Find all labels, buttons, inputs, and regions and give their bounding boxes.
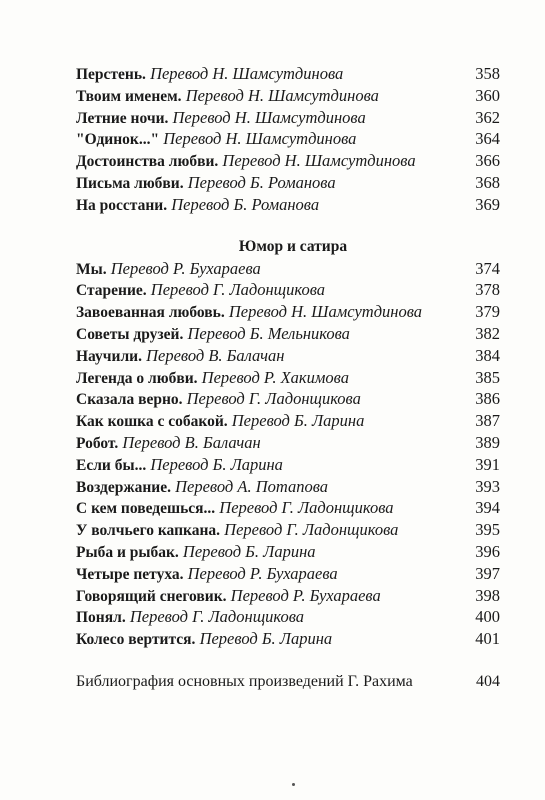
toc-entry-title: У волчьего капкана. [76, 522, 221, 540]
toc-entry [76, 410, 500, 432]
toc-entry [76, 323, 500, 345]
toc-entry-translator: Перевод Н. Шамсутдинова [172, 107, 366, 127]
toc-entry-translator: Перевод Н. Шамсутдинова [185, 85, 379, 105]
toc-entry [76, 150, 500, 172]
toc-entry-translator: Перевод Г. Ладонщикова [129, 607, 305, 627]
toc-entry-translator: Перевод Г. Ладонщикова [186, 389, 361, 409]
toc-entry-page: 366 [475, 151, 500, 171]
toc-entry-page: 360 [475, 85, 500, 105]
toc-entry [76, 454, 500, 476]
toc-entry-title: Письма любви. [76, 174, 184, 192]
toc-entry [76, 563, 500, 585]
toc-entry-translator: Перевод Б. Ларина [231, 411, 365, 431]
toc-entry-translator: Перевод Б. Мельникова [187, 323, 350, 343]
toc-entry-page: 374 [475, 258, 500, 278]
toc-entry-title: Рыба и рыбак. [76, 543, 179, 561]
toc-entry [76, 85, 500, 107]
toc-entry-translator: Перевод Н. Шамсутдинова [163, 129, 357, 149]
toc-entry [76, 301, 500, 323]
toc-entry-page: 395 [475, 520, 500, 540]
toc-section-love [76, 63, 500, 216]
toc-entry-text [76, 563, 338, 586]
toc-entry-page: 393 [475, 476, 500, 496]
toc-entry [76, 388, 500, 410]
toc-entry-page: 382 [475, 323, 500, 343]
toc-entry-text [76, 628, 332, 651]
toc-entry-text [76, 454, 283, 477]
toc-entry [76, 541, 500, 563]
toc-entry-page: 401 [475, 629, 500, 649]
toc-entry-title: Мы. [76, 260, 107, 278]
toc-entry [76, 367, 500, 389]
toc-entry [76, 497, 500, 519]
toc-entry-text [76, 476, 328, 499]
toc-entry [76, 432, 500, 454]
toc-entry-text [76, 345, 284, 368]
toc-entry-page: 379 [475, 302, 500, 322]
toc-entry-translator: Перевод Н. Шамсутдинова [222, 151, 416, 171]
toc-entry-title: Робот. [76, 434, 119, 452]
toc-entry [76, 172, 500, 194]
toc-entry [76, 258, 500, 280]
toc-entry-text [76, 388, 361, 411]
toc-entry-text [76, 258, 261, 281]
toc-entry-page: 386 [475, 389, 500, 409]
toc-entry [76, 345, 500, 367]
toc-entry-translator: Перевод Г. Ладонщикова [219, 498, 394, 518]
toc-entry-translator: Перевод Г. Ладонщикова [224, 520, 399, 540]
toc-entry [76, 585, 500, 607]
toc-entry-translator: Перевод Г. Ладонщикова [150, 280, 326, 300]
toc-entry-text [76, 63, 343, 86]
toc-entry-text [76, 301, 422, 324]
toc-section-humor [76, 258, 500, 650]
toc-entry-text [76, 150, 416, 173]
toc-entry-text [76, 128, 356, 151]
toc-entry [76, 628, 500, 650]
toc-entry-page: 368 [475, 172, 500, 192]
toc-entry-title: С кем поведешься... [76, 500, 216, 518]
toc-entry-page: 364 [475, 129, 500, 149]
toc-entry-title: Понял. [76, 609, 126, 627]
toc-entry-title: Говорящий снеговик. [76, 587, 227, 605]
toc-entry-title: Как кошка с собакой. [76, 413, 228, 431]
toc-entry-text [76, 585, 381, 608]
page-mark [292, 783, 295, 786]
toc-entry-title: Твоим именем. [76, 87, 182, 105]
toc-entry-title: Легенда о любви. [76, 369, 198, 387]
toc-entry-title: Колесо вертится. [76, 631, 196, 649]
toc-entry-translator: Перевод Б. Ларина [199, 629, 333, 649]
toc-entry-page: 391 [475, 454, 500, 474]
toc-entry-translator: Перевод Б. Романова [171, 194, 320, 214]
toc-entry [76, 194, 500, 216]
toc-entry-title: На росстани. [76, 196, 168, 214]
toc-entry-title: Завоеванная любовь. [76, 304, 225, 322]
bibliography-entry [76, 671, 500, 693]
toc-entry [76, 519, 500, 541]
toc-entry-page: 400 [475, 607, 500, 627]
toc-entry-page: 397 [475, 563, 500, 583]
toc-entry-title: Научили. [76, 347, 142, 365]
bibliography-page: 404 [476, 672, 500, 690]
toc-entry [76, 476, 500, 498]
section-heading: Юмор и сатира [238, 237, 348, 255]
toc-entry-page: 396 [475, 541, 500, 561]
toc-entry-page: 362 [475, 107, 500, 127]
toc-entry-title: Старение. [76, 282, 147, 300]
toc-entry-text [76, 519, 398, 542]
toc-entry-page: 394 [475, 498, 500, 518]
toc-entry-text [76, 107, 366, 130]
toc-entry-translator: Перевод Б. Ларина [150, 454, 283, 474]
toc-entry-title: Четыре петуха. [76, 565, 184, 583]
toc-entry-text [76, 194, 319, 217]
toc-entry [76, 606, 500, 628]
toc-entry-page: 385 [475, 367, 500, 387]
toc-entry-title: Сказала верно. [76, 391, 183, 409]
toc-entry-title: Летние ночи. [76, 109, 169, 127]
toc-entry-page: 358 [475, 64, 500, 83]
bibliography-text: Библиография основных произведений Г. Рахима [76, 672, 413, 690]
toc-entry-text [76, 85, 379, 108]
toc-entry-translator: Перевод Р. Бухараева [187, 563, 338, 583]
toc-entry [76, 63, 500, 85]
toc-entry-title: Перстень. [76, 66, 146, 83]
toc-entry-title: Достоинства любви. [76, 153, 219, 171]
toc-entry-page: 384 [475, 345, 500, 365]
toc-entry-text [76, 323, 350, 346]
toc-entry-page: 387 [475, 411, 500, 431]
toc-entry-title: Воздержание. [76, 478, 171, 496]
toc-entry-translator: Перевод Р. Хакимова [201, 367, 349, 387]
toc-entry-text [76, 541, 316, 564]
toc-entry-page: 389 [475, 432, 500, 452]
toc-entry [76, 107, 500, 129]
toc-entry-translator: Перевод В. Балачан [122, 432, 261, 452]
toc-entry-text [76, 606, 304, 629]
toc-entry [76, 128, 500, 150]
toc-entry-translator: Перевод Б. Ларина [182, 541, 316, 561]
toc-entry-translator: Перевод Н. Шамсутдинова [150, 64, 344, 83]
toc-entry [76, 279, 500, 301]
toc-entry-translator: Перевод Б. Романова [187, 172, 336, 192]
toc-entry-text [76, 172, 336, 195]
toc-entry-page: 369 [475, 194, 500, 214]
toc-entry-text [76, 410, 364, 433]
toc-entry-text [76, 367, 349, 390]
section-gap [76, 216, 500, 236]
toc-entry-translator: Перевод Н. Шамсутдинова [228, 302, 423, 322]
toc-entry-translator: Перевод В. Балачан [146, 345, 285, 365]
toc-entry-title: "Одинок..." [76, 131, 160, 149]
toc-entry-text [76, 497, 394, 520]
toc-entry-translator: Перевод Р. Бухараева [110, 258, 261, 278]
toc-entry-translator: Перевод А. Потапова [175, 476, 329, 496]
table-of-contents [76, 63, 500, 693]
toc-entry-text [76, 432, 261, 455]
toc-entry-page: 378 [475, 280, 500, 300]
toc-entry-translator: Перевод Р. Бухараева [230, 585, 381, 605]
toc-entry-title: Советы друзей. [76, 325, 184, 343]
toc-entry-title: Если бы... [76, 456, 147, 474]
toc-entry-text [76, 279, 325, 302]
toc-entry-page: 398 [475, 585, 500, 605]
